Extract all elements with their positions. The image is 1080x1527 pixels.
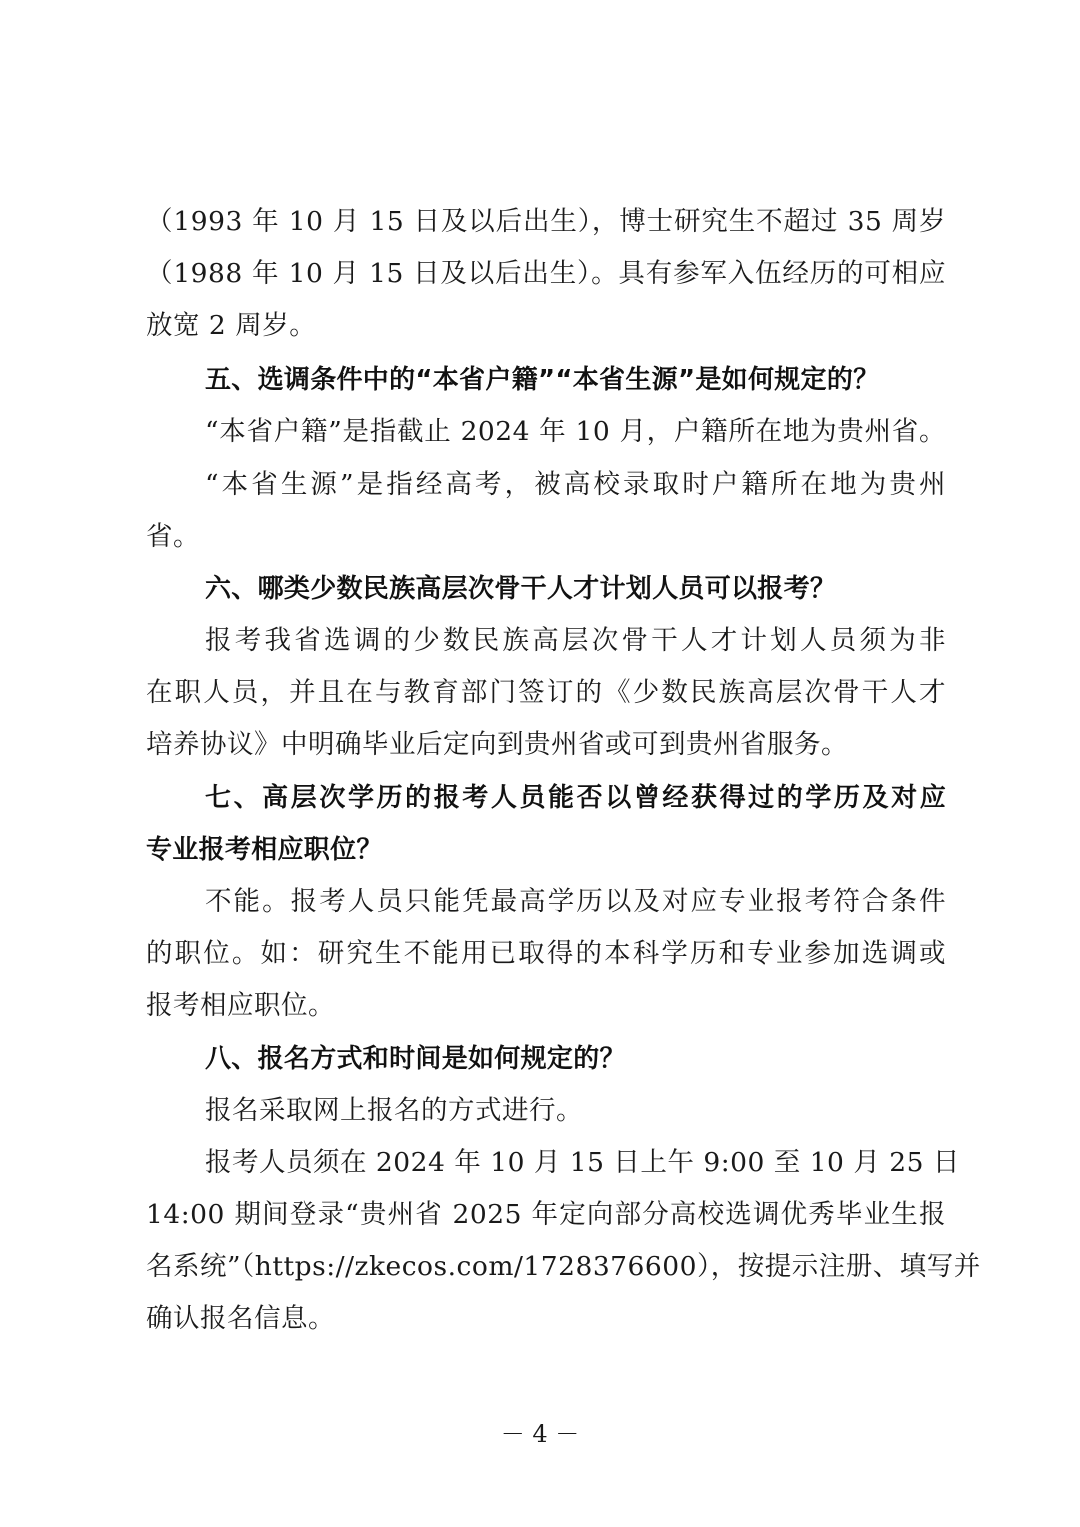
paragraph-line: 在职人员，并且在与教育部门签订的《少数民族高层次骨干人才: [146, 677, 946, 708]
section-heading-6: 六、哪类少数民族高层次骨干人才计划人员可以报考？: [205, 574, 837, 604]
section-heading-7-cont: 专业报考相应职位？: [146, 835, 383, 865]
paragraph-line: 培养协议》中明确毕业后定向到贵州省或可到贵州省服务。: [146, 729, 848, 760]
paragraph-line: 报考我省选调的少数民族高层次骨干人才计划人员须为非: [205, 625, 946, 656]
paragraph-line: （1993 年 10 月 15 日及以后出生），博士研究生不超过 35 周岁: [146, 206, 946, 237]
paragraph-line: 14:00 期间登录“贵州省 2025 年定向部分高校选调优秀毕业生报: [146, 1199, 946, 1230]
paragraph-line: 名系统”（https://zkecos.com/1728376600），按提示注册、填写并: [146, 1251, 981, 1282]
paragraph-line: “本省生源”是指经高考，被高校录取时户籍所在地为贵州: [205, 469, 946, 500]
paragraph-line: 省。: [146, 521, 200, 552]
paragraph-line: 报名采取网上报名的方式进行。: [205, 1095, 583, 1126]
section-heading-7: 七、高层次学历的报考人员能否以曾经获得过的学历及对应: [205, 783, 946, 813]
section-heading-8: 八、报名方式和时间是如何规定的？: [205, 1044, 626, 1074]
page-number: － 4 －: [500, 1420, 580, 1448]
paragraph-line: （1988 年 10 月 15 日及以后出生）。具有参军入伍经历的可相应: [146, 258, 946, 289]
paragraph-line: 放宽 2 周岁。: [146, 310, 317, 341]
paragraph-line: “本省户籍”是指截止 2024 年 10 月，户籍所在地为贵州省。: [205, 416, 946, 447]
paragraph-line: 报考人员须在 2024 年 10 月 15 日上午 9:00 至 10 月 25 日: [205, 1147, 960, 1178]
paragraph-line: 的职位。如：研究生不能用已取得的本科学历和专业参加选调或: [146, 938, 946, 969]
paragraph-line: 不能。报考人员只能凭最高学历以及对应专业报考符合条件: [205, 886, 946, 917]
section-heading-5: 五、选调条件中的“本省户籍”“本省生源”是如何规定的？: [205, 365, 880, 395]
paragraph-line: 报考相应职位。: [146, 990, 335, 1021]
paragraph-line: 确认报名信息。: [146, 1303, 335, 1334]
